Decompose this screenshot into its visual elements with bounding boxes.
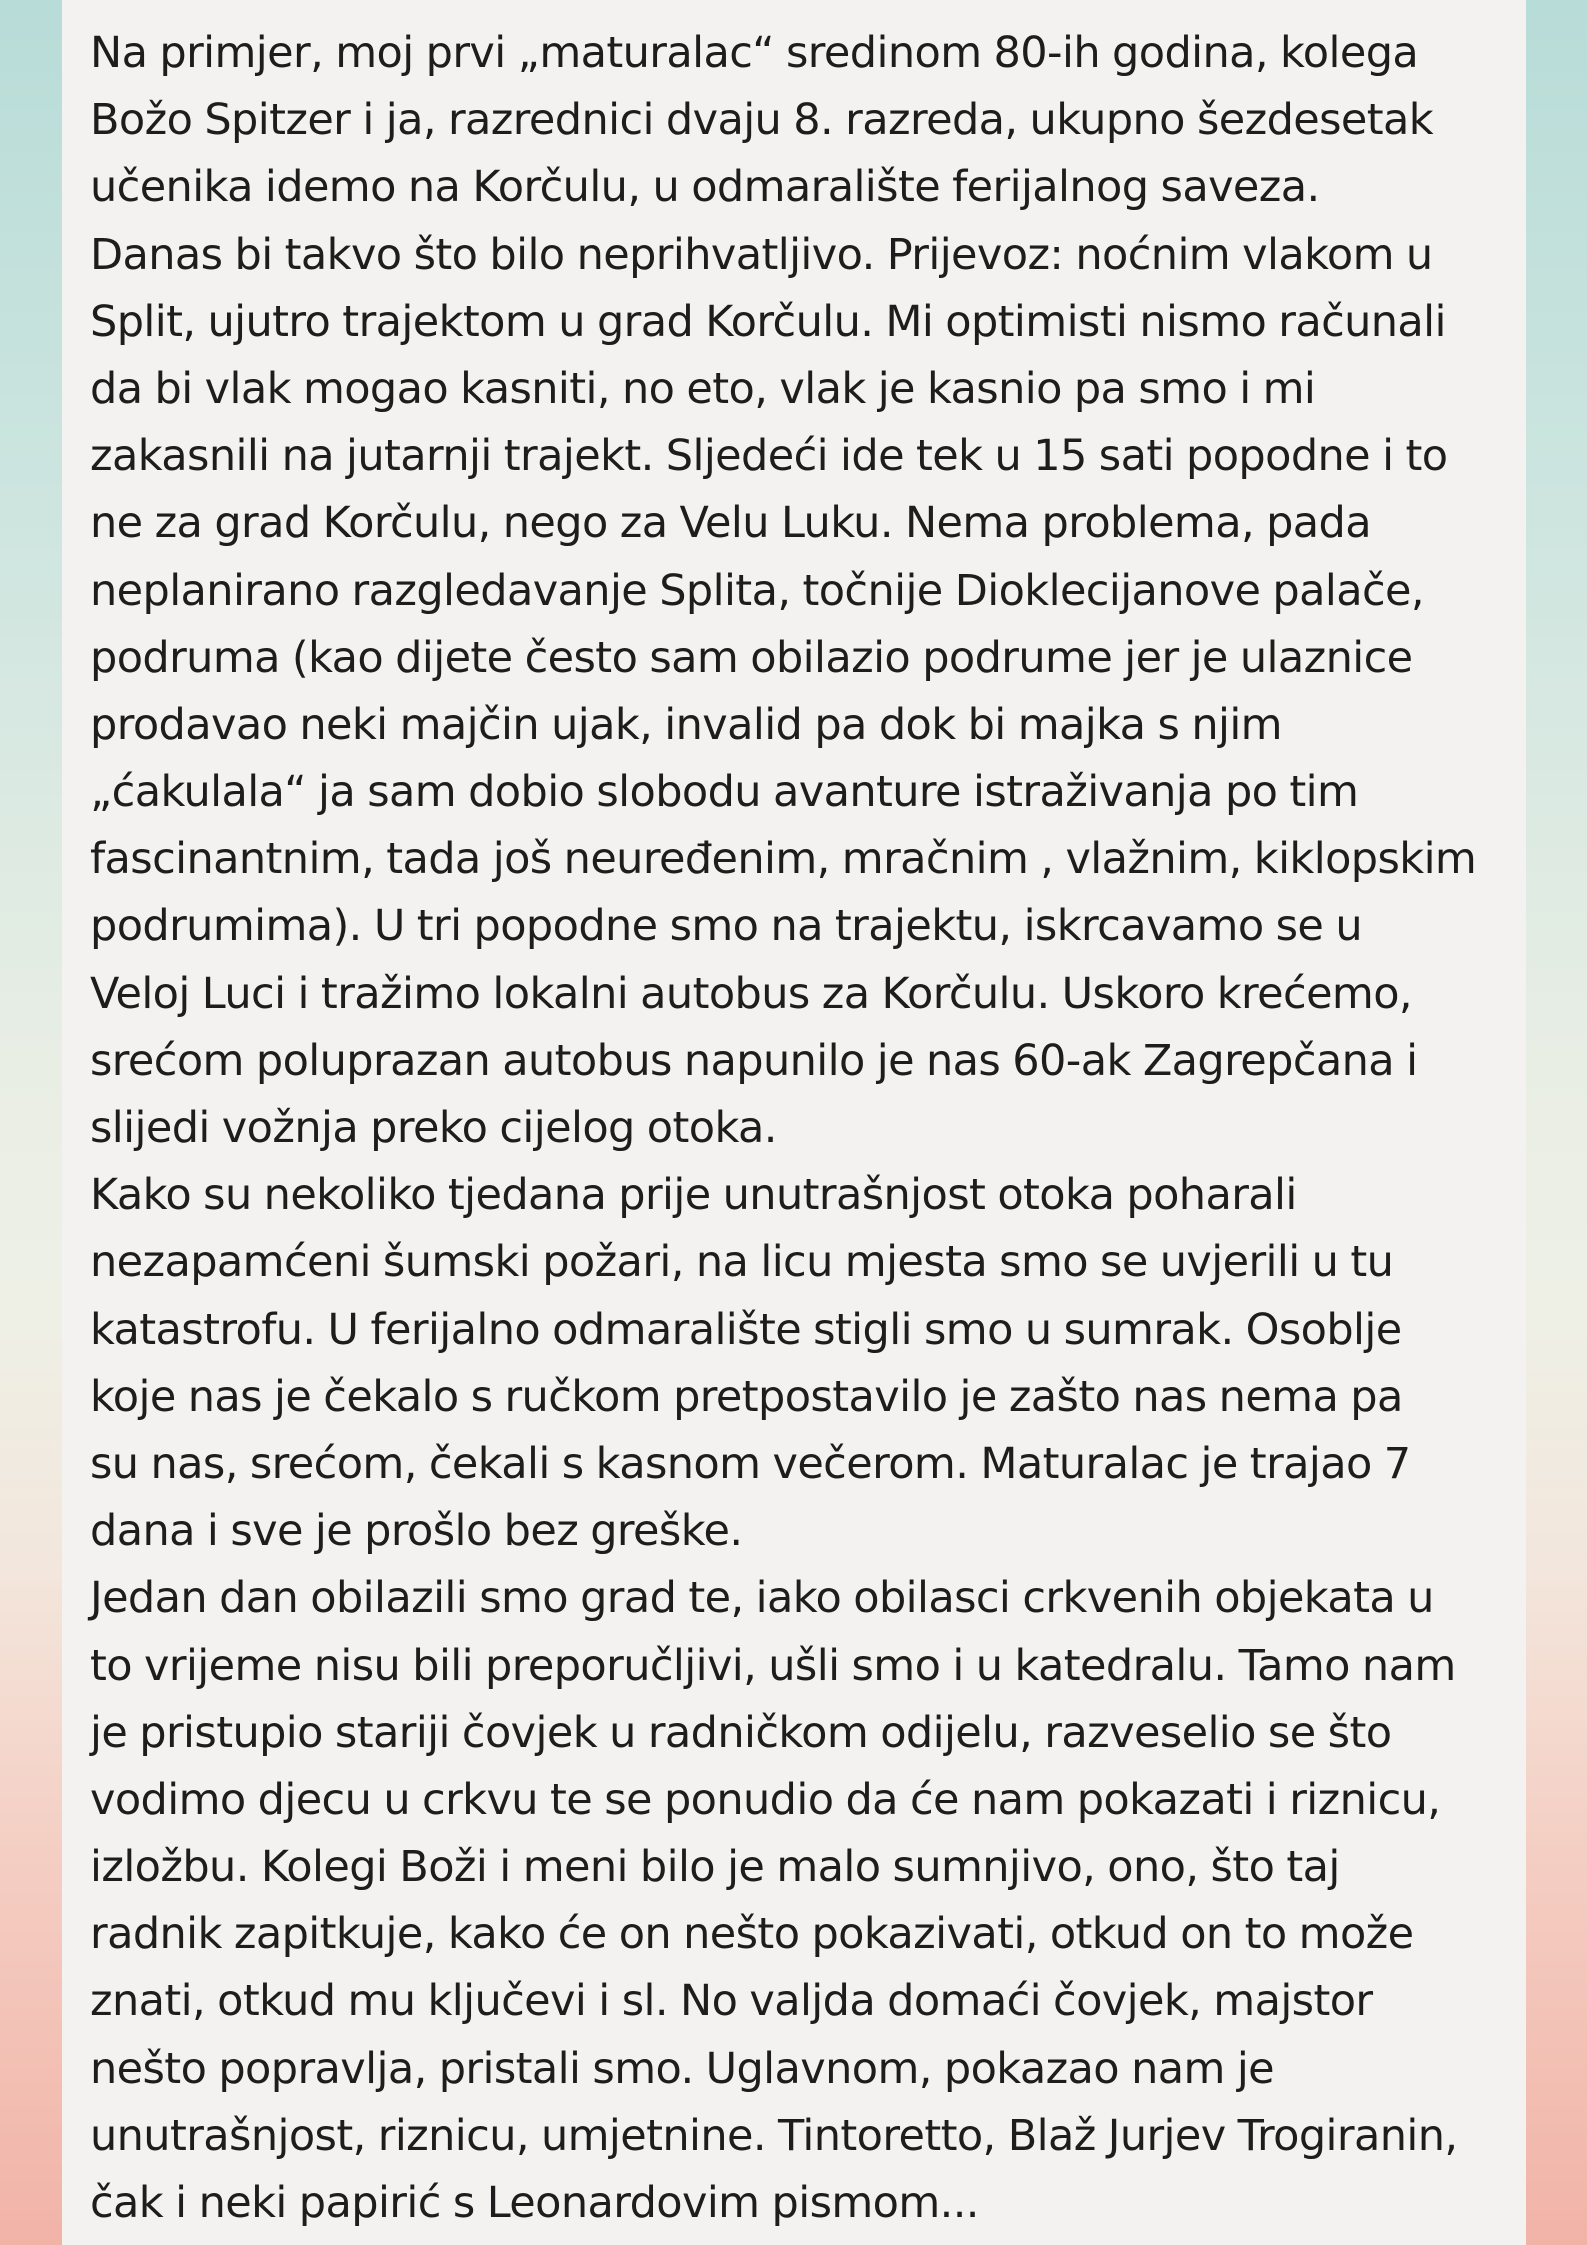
text-line: ne za grad Korčulu, nego za Velu Luku. Nema problema, pada <box>90 498 1371 549</box>
text-line: zakasnili na jutarnji trajekt. Sljedeći ide tek u 15 sati popodne i to <box>90 431 1448 482</box>
text-line: čak i neki papirić s Leonardovim pismom... <box>90 2178 979 2228</box>
text-line: koje nas je čekalo s ručkom pretpostavilo je zašto nas nema pa <box>90 1371 1403 1422</box>
text-line: katastrofu. U ferijalno odmaralište stigli smo u sumrak. Osoblje <box>90 1304 1402 1355</box>
document-text <box>90 20 1510 2237</box>
text-line: radnik zapitkuje, kako će on nešto pokazivati, otkud on to može <box>90 1909 1414 1960</box>
text-line: fascinantnim, tada još neuređenim, mračnim , vlažnim, kiklopskim <box>90 834 1477 885</box>
text-line: vodimo djecu u crkvu te se ponudio da će nam pokazati i riznicu, <box>90 1774 1441 1825</box>
text-line: Božo Spitzer i ja, razrednici dvaju 8. razreda, ukupno šezdesetak <box>90 95 1434 146</box>
text-line: Split, ujutro trajektom u grad Korčulu. Mi optimisti nismo računali <box>90 296 1446 347</box>
text-line: izložbu. Kolegi Boži i meni bilo je malo sumnjivo, ono, što taj <box>90 1842 1340 1893</box>
text-line: srećom poluprazan autobus napunilo je nas 60-ak Zagrepčana i <box>90 1035 1418 1086</box>
text-line: prodavao neki majčin ujak, invalid pa dok bi majka s njim <box>90 699 1282 750</box>
text-line: to vrijeme nisu bili preporučljivi, ušli smo i u katedralu. Tamo nam <box>90 1640 1456 1691</box>
text-line: nešto popravlja, pristali smo. Uglavnom, pokazao nam je <box>90 2043 1275 2094</box>
text-line: Na primjer, moj prvi „maturalac“ sredinom 80-ih godina, kolega <box>90 28 1419 78</box>
text-line: neplanirano razgledavanje Splita, točnije Dioklecijanove palače, <box>90 565 1424 616</box>
text-line: dana i sve je prošlo bez greške. <box>90 1506 743 1557</box>
text-line: znati, otkud mu ključevi i sl. No valjda domaći čovjek, majstor <box>90 1976 1373 2027</box>
text-line: učenika idemo na Korčulu, u odmaralište ferijalnog saveza. <box>90 162 1320 213</box>
text-line: nezapamćeni šumski požari, na licu mjesta smo se uvjerili u tu <box>90 1237 1394 1288</box>
text-line: je pristupio stariji čovjek u radničkom odijelu, razveselio se što <box>90 1707 1392 1758</box>
text-line: podruma (kao dijete često sam obilazio podrume jer je ulaznice <box>90 632 1413 683</box>
text-line: Veloj Luci i tražimo lokalni autobus za Korčulu. Uskoro krećemo, <box>90 968 1412 1019</box>
text-line: Jedan dan obilazili smo grad te, iako obilasci crkvenih objekata u <box>90 1573 1434 1624</box>
text-line: su nas, srećom, čekali s kasnom večerom. Maturalac je trajao 7 <box>90 1438 1411 1489</box>
text-line: „ćakulala“ ja sam dobio slobodu avanture istraživanja po tim <box>90 767 1359 818</box>
text-line: podrumima). U tri popodne smo na trajektu, iskrcavamo se u <box>90 901 1362 952</box>
text-line: unutrašnjost, riznicu, umjetnine. Tintoretto, Blaž Jurjev Trogiranin, <box>90 2110 1458 2161</box>
text-line: Kako su nekoliko tjedana prije unutrašnjost otoka poharali <box>90 1170 1297 1221</box>
text-line: Danas bi takvo što bilo neprihvatljivo. Prijevoz: noćnim vlakom u <box>90 229 1433 280</box>
text-line: da bi vlak mogao kasniti, no eto, vlak je kasnio pa smo i mi <box>90 363 1316 414</box>
text-line: slijedi vožnja preko cijelog otoka. <box>90 1103 777 1153</box>
